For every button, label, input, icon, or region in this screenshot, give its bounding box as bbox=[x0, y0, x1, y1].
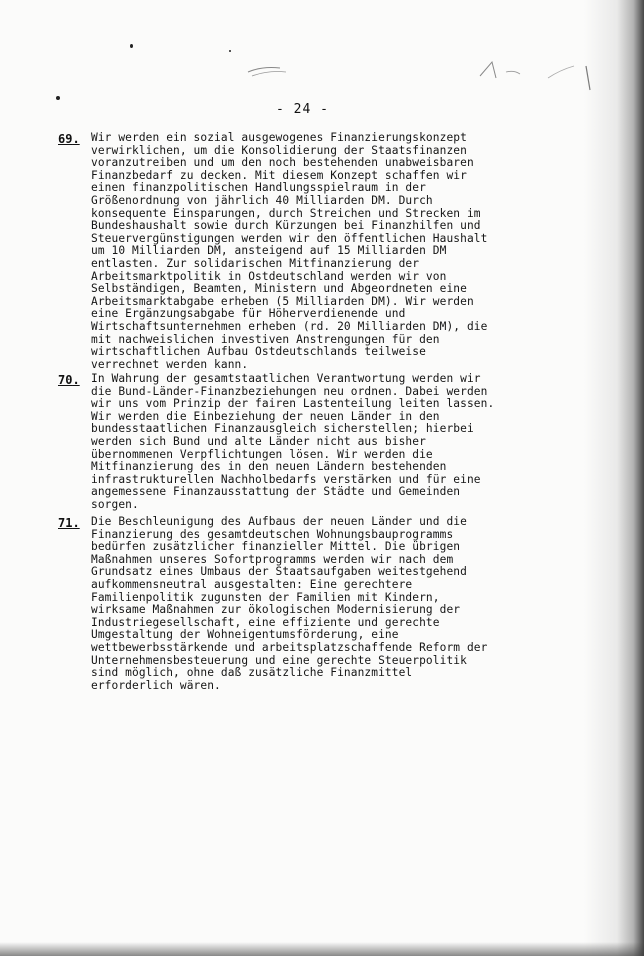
text-line: sind möglich, ohne daß zusätzliche Finanzmittel bbox=[91, 666, 413, 680]
text-line: Maßnahmen unseres Sofortprogramms werden wir nach dem bbox=[91, 552, 454, 566]
text-line: bundesstaatlichen Finanzausgleich sicherstellen; hierbei bbox=[91, 422, 474, 436]
paragraph-text bbox=[91, 516, 487, 692]
text-line: konsequente Einsparungen, durch Streichen und Strecken im bbox=[91, 206, 481, 220]
page-number: - 24 - bbox=[276, 102, 329, 117]
text-line: In Wahrung der gesamtstaatlichen Verantwortung werden wir bbox=[91, 372, 481, 385]
text-line: infrastrukturellen Nachholbedarfs verstärken und für eine bbox=[91, 472, 481, 486]
text-line: Familienpolitik zugunsten der Familien mit Kindern, bbox=[91, 590, 440, 604]
text-line: Selbständigen, Beamten, Ministern und Abgeordneten eine bbox=[91, 282, 467, 296]
text-line: Umgestaltung der Wohneigentumsförderung, eine bbox=[91, 628, 399, 642]
text-line: bedürfen zusätzlicher finanzieller Mittel. Die übrigen bbox=[91, 540, 461, 554]
text-line: Steuervergünstigungen werden wir den öffentlichen Haushalt bbox=[91, 231, 488, 245]
text-line: Wirtschaftsunternehmen erheben (rd. 20 Milliarden DM), die bbox=[91, 319, 488, 333]
text-line: Wir werden ein sozial ausgewogenes Finanzierungskonzept bbox=[91, 131, 467, 144]
text-line: Industriegesellschaft, eine effiziente und gerechte bbox=[91, 615, 440, 629]
text-line: werden sich Bund und alte Länder nicht aus bisher bbox=[91, 434, 426, 448]
text-line: sorgen. bbox=[91, 497, 139, 511]
text-line: Grundsatz eines Umbaus der Staatsaufgaben weitestgehend bbox=[91, 565, 467, 579]
text-line: Wir werden die Einbeziehung der neuen Länder in den bbox=[91, 409, 440, 423]
text-line: wirksame Maßnahmen zur ökologischen Modernisierung der bbox=[91, 603, 461, 617]
scan-shadow-right bbox=[584, 0, 644, 956]
text-line: Bundeshaushalt sowie durch Kürzungen bei Finanzhilfen und bbox=[91, 219, 481, 233]
text-line: entlasten. Zur solidarischen Mitfinanzierung der bbox=[91, 256, 420, 270]
text-line: die Bund-Länder-Finanzbeziehungen neu ordnen. Dabei werden bbox=[91, 384, 488, 398]
paragraph-number: 70. bbox=[58, 373, 80, 387]
text-line: angemessene Finanzausstattung der Städte und Gemeinden bbox=[91, 485, 461, 499]
text-line: Die Beschleunigung des Aufbaus der neuen Länder und die bbox=[91, 515, 467, 528]
text-line: Arbeitsmarktpolitik in Ostdeutschland werden wir von bbox=[91, 269, 447, 283]
scan-speck bbox=[130, 44, 133, 48]
text-line: wir uns vom Prinzip der fairen Lastenteilung leiten lassen. bbox=[91, 397, 495, 411]
text-line: wettbewerbsstärkende und arbeitsplatzschaffende Reform der bbox=[91, 640, 488, 654]
text-line: um 10 Milliarden DM, ansteigend auf 15 Milliarden DM bbox=[91, 244, 447, 258]
text-line: Finanzbedarf zu decken. Mit diesem Konzept schaffen wir bbox=[91, 168, 467, 182]
text-line: Finanzierung des gesamtdeutschen Wohnungsbauprogramms bbox=[91, 527, 454, 541]
text-line: mit nachweislichen investiven Anstrengungen für den bbox=[91, 332, 440, 346]
text-line: übernommenen Verpflichtungen lösen. Wir werden die bbox=[91, 447, 433, 461]
scan-shadow-bottom bbox=[0, 942, 644, 956]
paragraph-text bbox=[91, 132, 487, 371]
paragraph-number: 71. bbox=[58, 516, 80, 530]
text-line: voranzutreiben und um den noch bestehenden unabweisbaren bbox=[91, 156, 474, 170]
text-line: Unternehmensbesteuerung und eine gerechte Steuerpolitik bbox=[91, 653, 467, 667]
text-line: eine Ergänzungsabgabe für Höherverdienende und bbox=[91, 307, 406, 321]
text-line: wirtschaftlichen Aufbau Ostdeutschlands teilweise bbox=[91, 345, 426, 359]
paragraph-text bbox=[91, 373, 494, 512]
text-line: Größenordnung von jährlich 40 Milliarden DM. Durch bbox=[91, 193, 433, 207]
text-line: erforderlich wären. bbox=[91, 678, 221, 692]
text-line: verrechnet werden kann. bbox=[91, 357, 249, 371]
text-line: aufkommensneutral ausgestalten: Eine gerechtere bbox=[91, 577, 413, 591]
scan-speck bbox=[56, 96, 60, 100]
paragraph-number: 69. bbox=[58, 132, 80, 146]
text-line: Mitfinanzierung des in den neuen Ländern bestehenden bbox=[91, 460, 447, 474]
text-line: einen finanzpolitischen Handlungsspielraum in der bbox=[91, 181, 426, 195]
text-line: Arbeitsmarktabgabe erheben (5 Milliarden DM). Wir werden bbox=[91, 294, 474, 308]
text-line: verwirklichen, um die Konsolidierung der Staatsfinanzen bbox=[91, 143, 467, 157]
scan-speck bbox=[229, 50, 231, 52]
